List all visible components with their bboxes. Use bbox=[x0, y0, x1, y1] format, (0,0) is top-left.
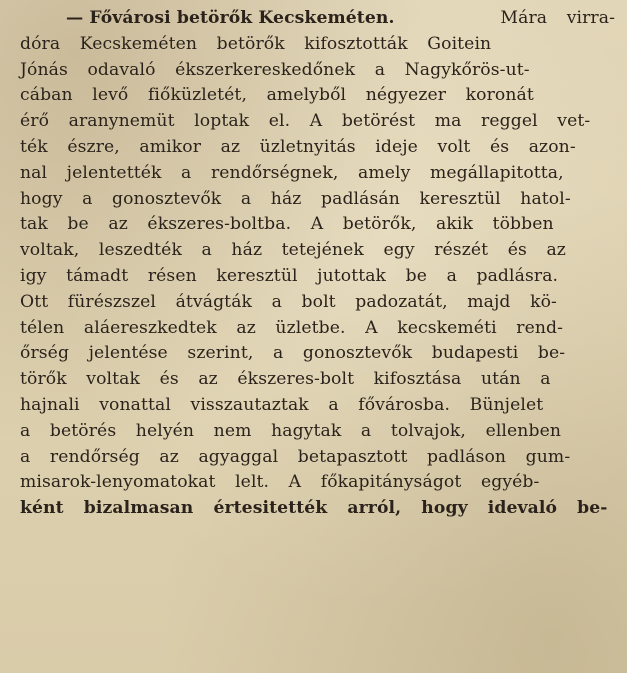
article-line-17 bbox=[20, 419, 615, 445]
article-line-12 bbox=[20, 290, 615, 316]
article-line-3 bbox=[20, 58, 615, 84]
article-line-7 bbox=[20, 161, 615, 187]
article-line-13 bbox=[20, 316, 615, 342]
article-line-text: dóra Kecskeméten betörők kifosztották Goitein bbox=[20, 33, 492, 54]
article-line-text: ték észre, amikor az üzletnyitás ideje volt és azon- bbox=[20, 136, 576, 157]
article-line-text: a rendőrség az agyaggal betapasztott padláson gum- bbox=[20, 446, 571, 467]
article-line-text: misarok-lenyomatokat lelt. A főkapitányságot egyéb- bbox=[20, 472, 540, 493]
article-line-4 bbox=[20, 83, 615, 109]
article-line-20 bbox=[20, 496, 615, 522]
article-line-text: nal jelentették a rendőrségnek, amely megállapitotta, bbox=[20, 162, 564, 183]
article-line-text: hogy a gonosztevők a ház padlásán keresztül hatol- bbox=[20, 188, 571, 209]
article-line-text: a betörés helyén nem hagytak a tolvajok, ellenben bbox=[20, 420, 562, 441]
article-line-text: őrség jelentése szerint, a gonosztevők budapesti be- bbox=[20, 343, 566, 364]
article-headline: — Fővárosi betörők Kecskeméten. bbox=[66, 8, 395, 28]
article-line-11 bbox=[20, 264, 615, 290]
article-line-18 bbox=[20, 445, 615, 471]
article-line-1-content bbox=[66, 6, 615, 32]
article-line-text: hajnali vonattal visszautaztak a fővárosba. Bünjelet bbox=[20, 394, 544, 415]
article-line-10 bbox=[20, 238, 615, 264]
article-line-text: érő aranynemüt loptak el. A betörést ma reggel vet- bbox=[20, 111, 591, 132]
article-line-19 bbox=[20, 470, 615, 496]
article-line-text: Jónás odavaló ékszerkereskedőnek a Nagykőrös-ut- bbox=[20, 59, 530, 80]
article-line-8 bbox=[20, 187, 615, 213]
article-line-14 bbox=[20, 341, 615, 367]
article-line-text: ként bizalmasan értesitették arról, hogy idevaló be- bbox=[20, 498, 608, 519]
article-line-text: Mára virra- bbox=[500, 8, 615, 28]
article-line-6 bbox=[20, 135, 615, 161]
article-line-text: cában levő fiőküzletét, amelyből négyezer koronát bbox=[20, 85, 534, 106]
article-line-9 bbox=[20, 212, 615, 238]
article-line-text: voltak, leszedték a ház tetejének egy részét és az bbox=[20, 240, 566, 261]
article-line-16 bbox=[20, 393, 615, 419]
article-line-text: télen aláereszkedtek az üzletbe. A kecskeméti rend- bbox=[20, 317, 564, 338]
article-line-text: törők voltak és az ékszeres-bolt kifosztása után a bbox=[20, 369, 551, 390]
article-line-text: igy támadt résen keresztül jutottak be a padlásra. bbox=[20, 265, 559, 286]
paragraph-indent bbox=[20, 6, 66, 32]
news-article bbox=[20, 6, 615, 522]
article-line-2 bbox=[20, 32, 615, 58]
article-line-5 bbox=[20, 109, 615, 135]
article-line-text: Ott fürészszel átvágták a bolt padozatát, majd kö- bbox=[20, 291, 557, 312]
article-line-15 bbox=[20, 367, 615, 393]
article-line-text: tak be az ékszeres-boltba. A betörők, akik többen bbox=[20, 214, 554, 235]
article-line-1 bbox=[20, 6, 615, 32]
